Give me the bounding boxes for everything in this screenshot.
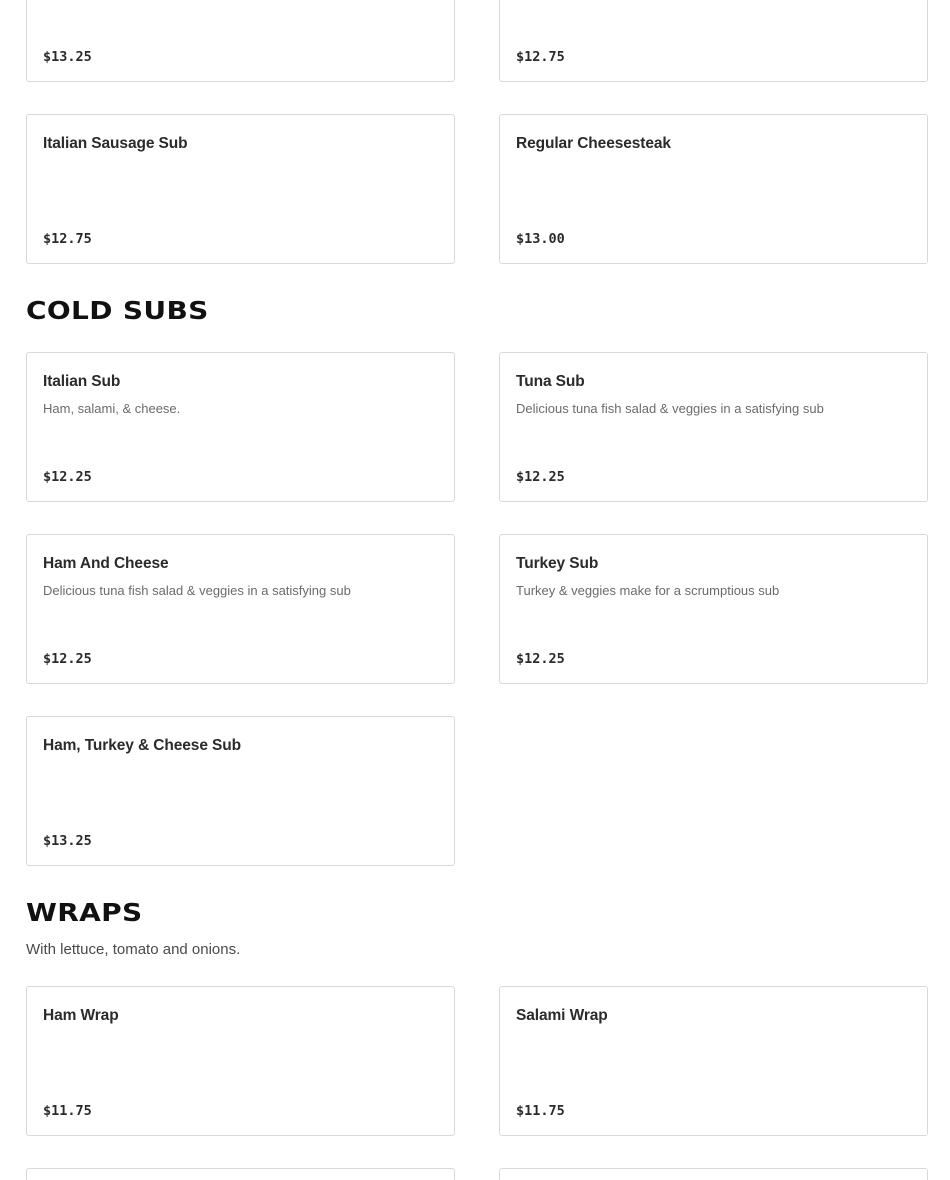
item-price: $12.25 (516, 469, 565, 485)
item-name: Italian Sausage Sub (43, 135, 188, 152)
item-description: Delicious tuna fish salad & veggies in a satisfying sub (43, 583, 351, 598)
item-price: $11.75 (43, 1103, 92, 1119)
menu-item-card[interactable] (499, 0, 928, 82)
item-description: Delicious tuna fish salad & veggies in a satisfying sub (516, 401, 824, 416)
item-name: Ham, Turkey & Cheese Sub (43, 737, 242, 754)
menu-item-card[interactable] (26, 1168, 455, 1180)
item-price: $12.25 (43, 469, 92, 485)
menu-item-card[interactable] (499, 534, 928, 684)
item-name: Turkey Sub (516, 555, 599, 572)
item-name: Regular Cheesesteak (516, 135, 671, 152)
menu-item-card[interactable] (26, 0, 455, 82)
item-name: Tuna Sub (516, 373, 585, 390)
item-price: $12.75 (516, 49, 565, 65)
item-name: Ham Wrap (43, 1007, 119, 1024)
item-description: Turkey & veggies make for a scrumptious sub (516, 583, 780, 598)
item-price: $12.75 (43, 231, 92, 247)
menu-item-card[interactable] (499, 1168, 928, 1180)
menu-item-card[interactable] (26, 352, 455, 502)
menu-item-card[interactable] (26, 534, 455, 684)
menu-item-card[interactable] (26, 986, 455, 1136)
item-price: $11.75 (516, 1103, 565, 1119)
item-price: $13.25 (43, 833, 92, 849)
item-description: Ham, salami, & cheese. (43, 401, 181, 416)
section-subtitle: With lettuce, tomato and onions. (26, 941, 241, 958)
item-price: $13.00 (516, 231, 565, 247)
menu-item-card[interactable] (499, 986, 928, 1136)
item-name: Ham And Cheese (43, 555, 169, 572)
item-name: Salami Wrap (516, 1007, 608, 1024)
item-price: $13.25 (43, 49, 92, 65)
section-title-wraps: WRAPS (26, 898, 143, 927)
item-price: $12.25 (43, 651, 92, 667)
menu-item-card[interactable] (499, 114, 928, 264)
menu-item-card[interactable] (26, 716, 455, 866)
menu-item-card[interactable] (499, 352, 928, 502)
item-price: $12.25 (516, 651, 565, 667)
menu-item-card[interactable] (26, 114, 455, 264)
section-title-cold-subs: COLD SUBS (26, 296, 209, 325)
item-name: Italian Sub (43, 373, 121, 390)
